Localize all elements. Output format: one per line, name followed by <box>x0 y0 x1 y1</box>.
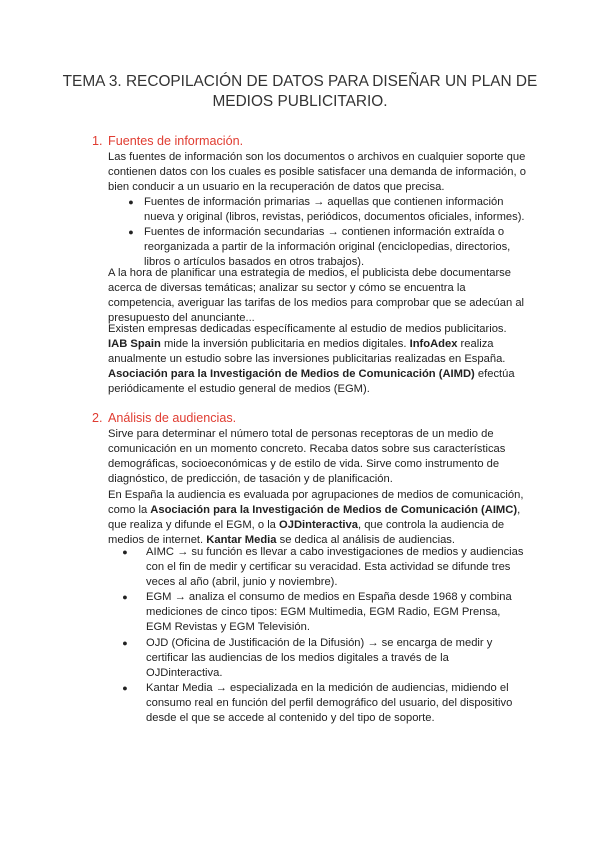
companies-paragraph <box>108 322 528 397</box>
audiences-bullet-list <box>100 545 528 726</box>
sources-bullet-list <box>108 195 528 270</box>
bullet-icon: ● <box>128 227 134 238</box>
bullet-icon: ● <box>122 547 128 557</box>
text-run: mide la inversión publicitaria en medios digitales. <box>160 338 410 351</box>
bullet-icon: ● <box>122 592 128 603</box>
list-item <box>108 195 528 225</box>
section-heading-sources <box>92 133 243 149</box>
bullet-icon: ● <box>122 637 128 648</box>
list-item-text: Fuentes de información primarias → aquellas que contienen información nueva y original (libros, revistas, periódicos, documentos oficiales, informes). <box>144 196 525 224</box>
list-item <box>100 681 528 726</box>
audience-agencies-paragraph <box>108 488 528 548</box>
list-item-text: AIMC → su función es llevar a cabo investigaciones de medios y audiencias con el fin de medir y certificar su veracidad. Esta actividad se difunde tres veces al año (abril, junio y noviembre). <box>146 546 524 589</box>
sources-intro-paragraph: Las fuentes de información son los documentos o archivos en cualquier soporte que contienen datos con los cuales es posible satisfacer una demanda de información, o bien conducir a un usuario en la recuperación de datos que precisa. <box>108 151 526 194</box>
bold-text-aimc: Asociación para la Investigación de Medios de Comunicación (AIMC) <box>150 504 518 517</box>
text-run: realiza anualmente un estudio sobre las inversiones publicitarias realizadas en España. <box>108 338 506 366</box>
text-run: , que controla la audiencia de medios de internet. <box>108 519 505 547</box>
bullet-icon: ● <box>122 682 128 693</box>
section-number: 1. <box>92 134 103 148</box>
planning-paragraph: A la hora de planificar una estrategia de medios, el publicista debe documentarse acerca de diversas temáticas; analizar su sector y cómo se encuentra la competencia, averiguar las tarifas de los medios para comprobar que se adecúan al presupuesto del anunciante... <box>108 267 525 325</box>
bold-text-infoadex: InfoAdex <box>409 338 458 351</box>
text-run: , que realiza y difunde el EGM, o la <box>108 504 521 532</box>
list-item-text: Kantar Media → especializada en la medición de audiencias, midiendo el consumo real en función del perfil demográfico del usuario, del dispositivo desde el que se accede al contenido y del tipo de soporte. <box>146 681 513 725</box>
list-item <box>100 545 528 590</box>
audiences-intro-paragraph: Sirve para determinar el número total de personas receptoras de un medio de comunicación en un momento concreto. Recaba datos sobre sus características demográficas, socioeconómicas y de estilo de vida. Sirve como instrumento de diagnóstico, de predicción, de tasación y de planificación. <box>108 428 506 486</box>
text-run: efectúa periódicamente el estudio general de medios (EGM). <box>108 368 515 396</box>
section-number: 2. <box>92 411 103 425</box>
bold-text-iab: IAB Spain <box>108 338 161 351</box>
list-item <box>108 225 528 270</box>
bullet-icon: ● <box>128 197 134 207</box>
page-title: TEMA 3. RECOPILACIÓN DE DATOS PARA DISEÑAR UN PLAN DE MEDIOS PUBLICITARIO. <box>62 73 538 110</box>
text-run: Existen empresas dedicadas específicamente al estudio de medios publicitarios. <box>108 323 507 335</box>
section-title: Análisis de audiencias. <box>108 411 237 425</box>
text-run: En España la audiencia es evaluada por agrupaciones de medios de comunicación, como la <box>108 489 524 517</box>
list-item-text: OJD (Oficina de Justificación de la Difusión) → se encarga de medir y certificar las audiencias de los medios digitales a través de la OJDinteractiva. <box>146 636 493 679</box>
section-title: Fuentes de información. <box>108 134 244 148</box>
list-item-text: Fuentes de información secundarias → contienen información extraída o reorganizada a partir de la información original (enciclopedias, directorios, libros o artículos basados en otros trabajos). <box>144 226 511 269</box>
list-item-text: EGM → analiza el consumo de medios en España desde 1968 y combina mediciones de cinco tipos: EGM Multimedia, EGM Radio, EGM Prensa, EGM Revistas y EGM Televisión. <box>146 591 512 634</box>
bold-text-aimd: Asociación para la Investigación de Medios de Comunicación (AIMD) <box>108 368 475 381</box>
section-heading-audiences <box>92 410 236 426</box>
bold-text-ojdinteractiva: OJDinteractiva <box>279 519 358 532</box>
list-item <box>100 590 528 635</box>
text-run: se dedica al análisis de audiencias. <box>276 534 456 547</box>
list-item <box>100 636 528 681</box>
bold-text-kantar: Kantar Media <box>206 534 277 547</box>
